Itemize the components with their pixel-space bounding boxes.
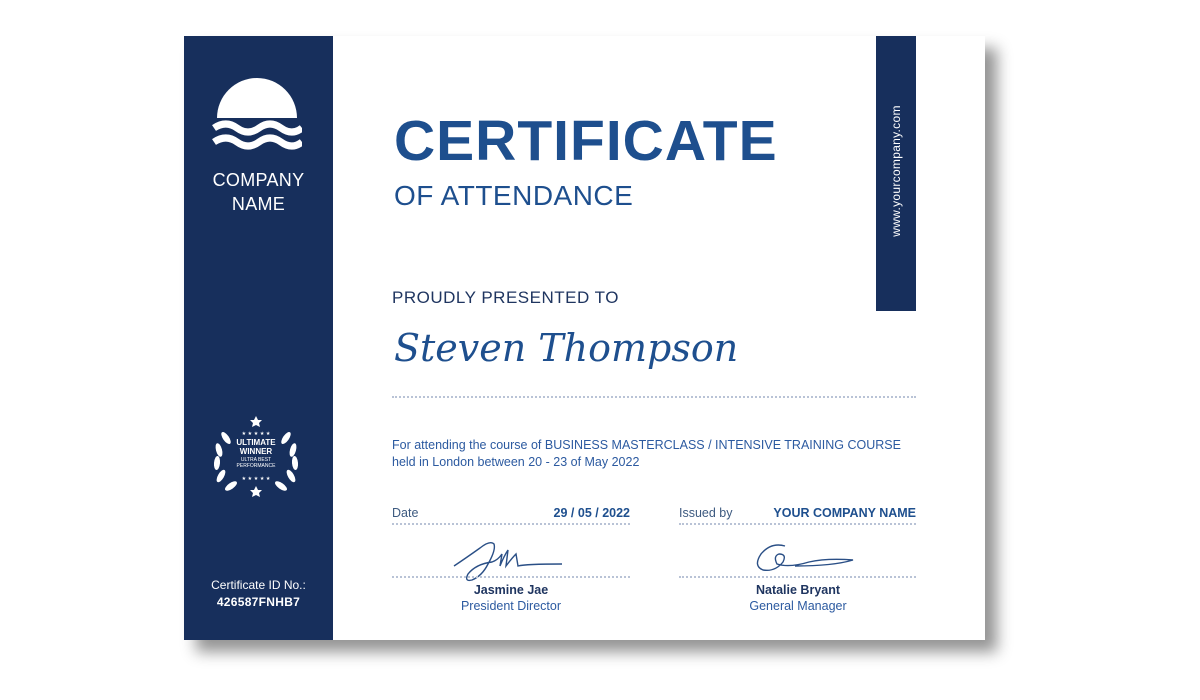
badge-line4: PERFORMANCE — [236, 463, 276, 469]
certificate — [184, 36, 985, 640]
signatory-role-left: President Director — [460, 599, 562, 613]
certificate-id-label: Certificate ID No.: — [211, 578, 306, 592]
issued-divider — [679, 523, 916, 525]
company-name-line1: COMPANY — [212, 170, 305, 190]
company-name — [184, 168, 333, 216]
recipient-divider — [392, 396, 916, 398]
issued-by-label: Issued by — [679, 506, 733, 520]
certificate-subtitle: OF ATTENDANCE — [394, 180, 634, 211]
svg-text:★ ★ ★ ★ ★: ★ ★ ★ ★ ★ — [241, 431, 271, 437]
website-bar — [876, 36, 916, 311]
left-sidebar — [184, 36, 333, 640]
company-name-line2: NAME — [231, 194, 286, 214]
signature-line-right — [679, 576, 916, 578]
certificate-id-value: 426587FNHB7 — [216, 595, 301, 609]
course-description — [392, 437, 932, 471]
issued-by-value: YOUR COMPANY NAME — [773, 506, 916, 520]
certificate-title: CERTIFICATE — [394, 109, 778, 173]
recipient-name: Steven Thompson — [394, 326, 739, 370]
signatory-name-left: Jasmine Jae — [473, 583, 549, 597]
signatory-role-right: General Manager — [749, 599, 847, 613]
description-line2: held in London between 20 - 23 of May 2022 — [392, 455, 640, 469]
wave-sun-logo-icon — [212, 78, 302, 158]
badge-line1: ULTIMATE — [236, 438, 276, 447]
svg-text:★ ★ ★ ★ ★: ★ ★ ★ ★ ★ — [241, 476, 271, 482]
badge-line3: ULTRA BEST — [240, 457, 272, 463]
signatory-name-right: Natalie Bryant — [755, 583, 841, 597]
presented-to-label: PROUDLY PRESENTED TO — [392, 288, 619, 307]
date-label: Date — [392, 506, 419, 520]
website-url: www.yourcompany.com — [889, 105, 903, 237]
signature-line-left — [392, 576, 630, 578]
badge-line2: WINNER — [239, 447, 273, 456]
date-divider — [392, 523, 630, 525]
date-value: 29 / 05 / 2022 — [553, 506, 630, 520]
description-line1: For attending the course of BUSINESS MASTERCLASS / INTENSIVE TRAINING COURSE — [392, 438, 901, 452]
